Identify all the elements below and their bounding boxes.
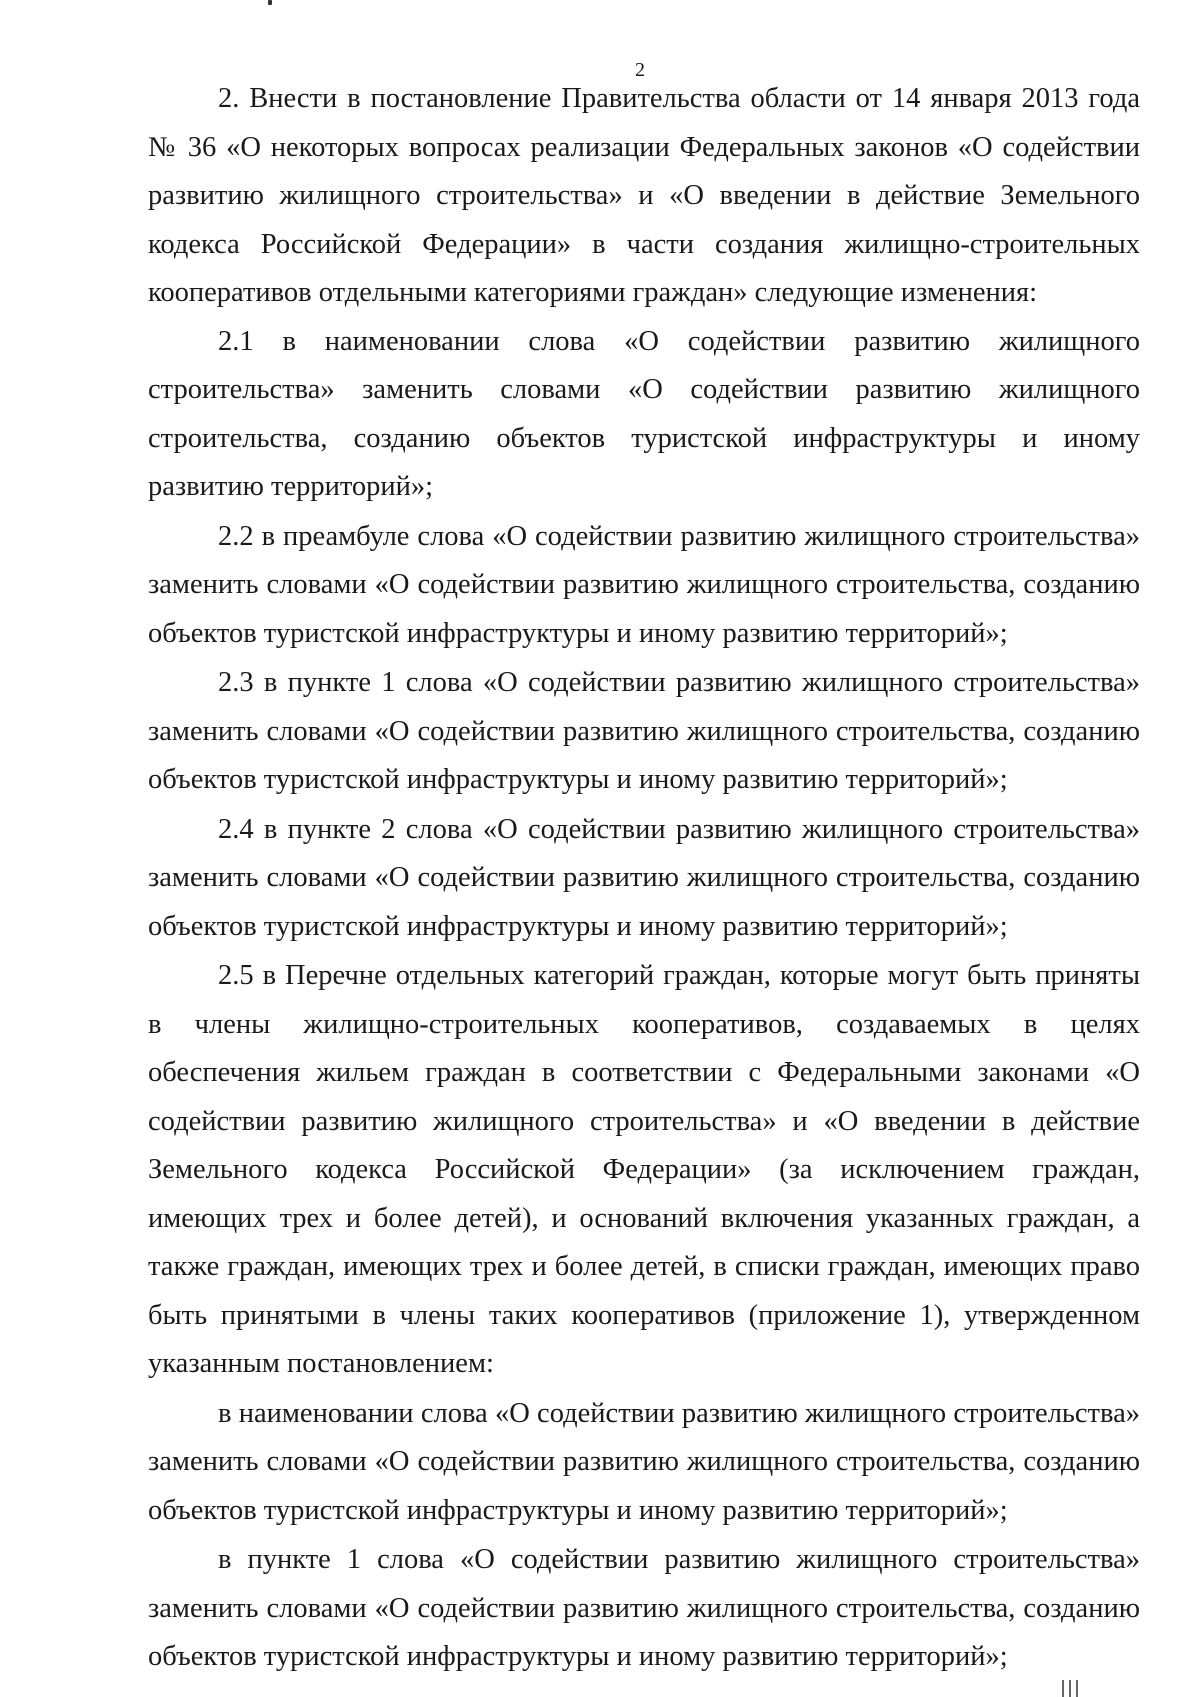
paragraph-item-2-2: 2.2 в преамбуле слова «О содействии развитию жилищного строительства» заменить словами «О содействии развитию жилищного строительства, созданию объектов туристской инфраструктуры и иному развитию территорий»; (148, 520, 1140, 649)
paragraph-subitem-point-1: в пункте 1 слова «О содействии развитию жилищного строительства» заменить словами «О содействии развитию жилищного строительства, созданию объектов туристской инфраструктуры и иному развитию территорий»; (148, 1544, 1140, 1672)
scan-edge-marks (1062, 1680, 1078, 1697)
paragraph-item-2-5: 2.5 в Перечне отдельных категорий граждан, которые могут быть приняты в члены жилищно-строительных кооперативов, создаваемых в целях обеспечения жильем граждан в соответствии с Федеральными законами «О содействии развитию жилищного строительства» и «О введении в действие Земельного кодекса Российской Федерации» (за исключением граждан, имеющих трех и более детей), и оснований включения указанных граждан, а также граждан, имеющих трех и более детей, в списки граждан, имеющих право быть принятыми в члены таких кооперативов (приложение 1), утвержденном указанным постановлением: (148, 960, 1140, 1379)
scan-mark (268, 0, 272, 5)
paragraph-item-2: 2. Внести в постановление Правительства области от 14 января 2013 года № 36 «О некоторых вопросах реализации Федеральных законов «О содействии развитию жилищного строительства» и «О введении в действие Земельного кодекса Российской Федерации» в части создания жилищно-строительных кооперативов отдельными категориями граждан» следующие изменения: (148, 83, 1140, 308)
paragraph-item-2-4: 2.4 в пункте 2 слова «О содействии развитию жилищного строительства» заменить словами «О содействии развитию жилищного строительства, созданию объектов туристской инфраструктуры и иному развитию территорий»; (148, 813, 1140, 942)
page-number: 2 (635, 59, 645, 81)
document-body (148, 75, 1140, 1683)
paragraph-item-2-3: 2.3 в пункте 1 слова «О содействии развитию жилищного строительства» заменить словами «О содействии развитию жилищного строительства, созданию объектов туристской инфраструктуры и иному развитию территорий»; (148, 667, 1140, 795)
paragraph-subitem-name: в наименовании слова «О содействии развитию жилищного строительства» заменить словами «О содействии развитию жилищного строительства, созданию объектов туристской инфраструктуры и иному развитию территорий»; (148, 1397, 1140, 1526)
paragraph-item-2-1: 2.1 в наименовании слова «О содействии развитию жилищного строительства» заменить словами «О содействии развитию жилищного строительства, созданию объектов туристской инфраструктуры и иному развитию территорий»; (148, 325, 1140, 502)
